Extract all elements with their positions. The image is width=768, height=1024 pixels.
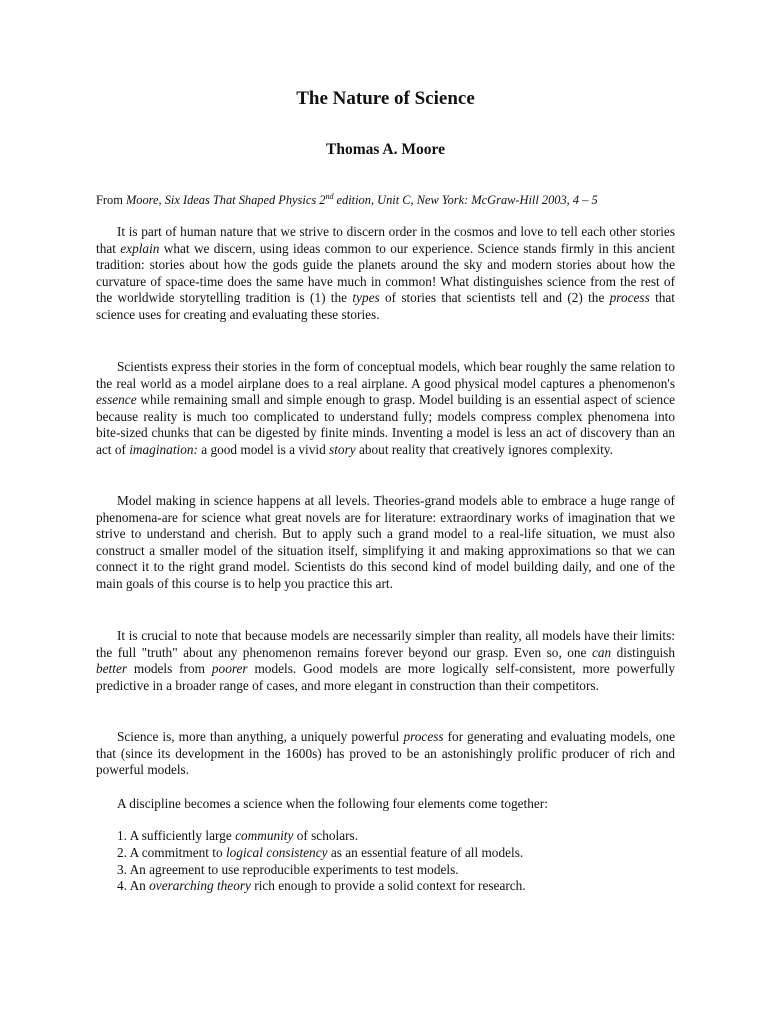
paragraph xyxy=(96,628,675,694)
emphasis-text: process xyxy=(403,729,444,744)
source-citation-title: Moore, Six Ideas That Shaped Physics 2 xyxy=(125,193,326,207)
list-intro: A discipline becomes a science when the following four elements come together: xyxy=(117,796,548,811)
emphasis-text: story xyxy=(329,441,356,457)
text-run: that science uses for creating and evaluating these stories. xyxy=(96,290,676,322)
source-citation-details: edition, Unit C, New York: McGraw-Hill 2003, 4 – 5 xyxy=(333,193,598,207)
emphasis-text: imagination: xyxy=(129,441,198,457)
emphasis-text: types xyxy=(352,290,380,306)
text-run: Model making in science happens at all levels. Theories-grand models able to embrace a huge range of phenomena-are for science what great novels are for literature: extraordinary works of imagination that we strive to understand and cherish. But to apply such a grand model to a real-life situation, we must also construct a smaller model of the situation itself, simplifying it and making approximations so that we can connect it to the right grand model. Scientists do this second kind of model building daily, and one of the main goals of this course is to help you practice this art. xyxy=(96,493,675,591)
source-prefix: From xyxy=(96,193,126,207)
text-run: distinguish xyxy=(611,644,676,660)
text-run: models from xyxy=(127,661,212,677)
text-run: for generating and evaluating models, one that (since its development in the 1600s) has proved to be an astonishingly prolific producer of rich and powerful models. xyxy=(96,729,675,778)
source-citation-superscript: nd xyxy=(325,191,334,201)
text-run: while remaining small and simple enough to grasp. Model building is an essential aspect of science because reality is much too complicated to understand fully; models compress complex phenomena into bite-sized chunks that can be digested by finite minds. Inventing a model is less an act of discovery than an act of xyxy=(96,392,675,457)
text-run: 2. A commitment to xyxy=(117,844,226,860)
emphasis-text: overarching theory xyxy=(149,878,251,894)
text-run: It is part of human nature that we strive to discern order in the cosmos and love to tell each other stories that xyxy=(96,224,675,256)
text-run: Science is, more than anything, a uniquely powerful xyxy=(117,729,404,744)
text-run: 3. An agreement to use reproducible experiments to test models. xyxy=(117,861,459,877)
paragraph xyxy=(96,493,675,593)
text-run: 1. A sufficiently large xyxy=(117,828,236,843)
emphasis-text: better xyxy=(96,661,128,677)
list-item xyxy=(117,845,526,862)
paragraph xyxy=(96,224,675,324)
text-run: about reality that creatively ignores complexity. xyxy=(355,441,613,457)
document-author: Thomas A. Moore xyxy=(326,141,445,158)
paragraph xyxy=(96,729,675,779)
list-item xyxy=(117,828,526,845)
text-run: of stories that scientists tell and (2) the xyxy=(379,290,610,306)
text-run: rich enough to provide a solid context for research. xyxy=(250,878,526,894)
text-run: 4. An xyxy=(117,878,150,894)
text-run: a good model is a vivid xyxy=(197,441,330,457)
list-item xyxy=(117,878,526,895)
text-run: what we discern, using ideas common to our experience. Science stands firmly in this ancient tradition: stories about how the gods guide the planets around the sky and modern stories about how the curvature of space-time does the same have much in common! What distinguishes science from the rest of the worldwide storytelling tradition is (1) the xyxy=(96,240,675,306)
emphasis-text: process xyxy=(609,290,650,306)
list-item xyxy=(117,862,526,879)
emphasis-text: explain xyxy=(120,240,160,256)
text-run: as an essential feature of all models. xyxy=(327,844,524,860)
emphasis-text: community xyxy=(235,828,294,843)
emphasis-text: can xyxy=(591,644,612,660)
text-run: of scholars. xyxy=(293,828,359,843)
text-run: It is crucial to note that because models are necessarily simpler than reality, all models have their limits: the full "truth" about any phenomenon remains forever beyond our grasp. Even so, one xyxy=(96,628,675,660)
criteria-list xyxy=(117,828,526,895)
source-citation xyxy=(96,192,675,208)
paragraph xyxy=(96,359,675,459)
document-title: The Nature of Science xyxy=(296,88,475,109)
emphasis-text: essence xyxy=(96,392,137,408)
text-run: Scientists express their stories in the form of conceptual models, which bear roughly the same relation to the real world as a model airplane does to a real airplane. A good physical model captures a phenomenon's xyxy=(96,359,675,391)
emphasis-text: logical consistency xyxy=(225,844,328,860)
emphasis-text: poorer xyxy=(211,661,248,677)
text-run: models. Good models are more logically self-consistent, more powerfully predictive in a broader range of cases, and more elegant in construction than their competitors. xyxy=(96,661,675,693)
